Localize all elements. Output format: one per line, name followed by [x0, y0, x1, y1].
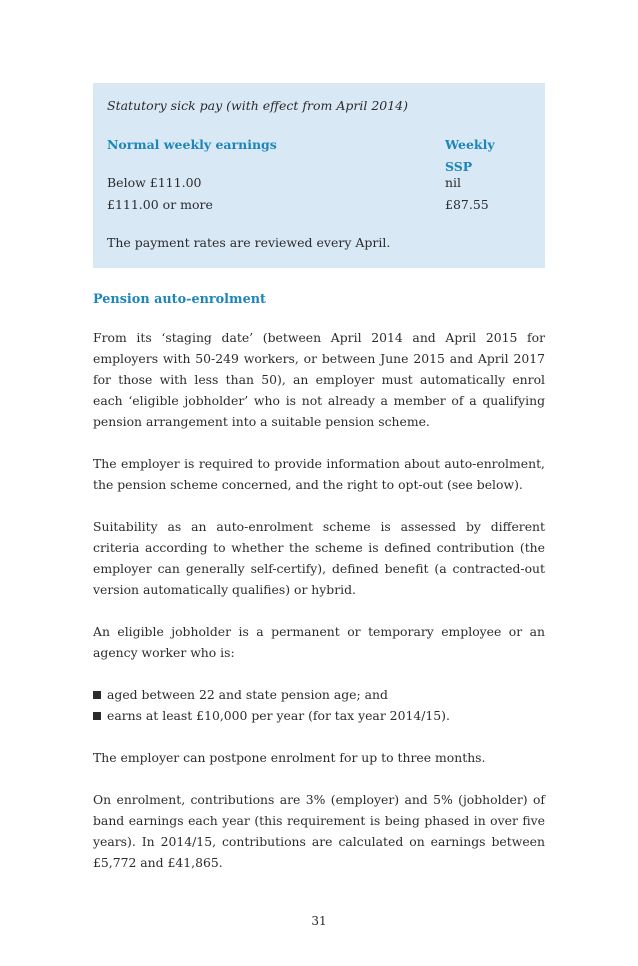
- ssp-box-title: Statutory sick pay (with effect from April 2014): [107, 98, 409, 113]
- pension-section: [93, 289, 545, 894]
- paragraph: The employer can postpone enrolment for up to three months.: [93, 750, 486, 765]
- ssp-info-box: [93, 83, 545, 268]
- ssp-row-earnings: Below £111.00: [107, 175, 202, 190]
- ssp-row: [107, 194, 525, 216]
- list-item: aged between 22 and state pension age; and: [93, 684, 545, 705]
- ssp-row-value: nil: [445, 175, 462, 190]
- ssp-row: [107, 172, 525, 194]
- paragraph: An eligible jobholder is a permanent or temporary employee or an agency worker who is:: [93, 624, 545, 660]
- bullet-square-icon: [93, 691, 101, 699]
- paragraph: Suitability as an auto-enrolment scheme is assessed by different criteria according to whether the scheme is defined contribution (the employer can generally self-certify), defined benefit (a contracted-out version automatically qualifies) or hybrid.: [93, 519, 545, 597]
- paragraph: From its ‘staging date’ (between April 2014 and April 2015 for employers with 50-249 workers, or between June 2015 and April 2017 for those with less than 50), an employer must automatically enrol each ‘eligible jobholder’ who is not already a member of a qualifying pension arrangement into a suitable pension scheme.: [93, 330, 545, 429]
- ssp-note: The payment rates are reviewed every April.: [107, 235, 391, 250]
- bullet-square-icon: [93, 712, 101, 720]
- page-number: 31: [311, 914, 327, 928]
- section-heading: Pension auto-enrolment: [93, 292, 266, 307]
- col-header-earnings: Normal weekly earnings: [107, 137, 277, 152]
- ssp-row-value: £87.55: [445, 197, 489, 212]
- ssp-row-earnings: £111.00 or more: [107, 197, 213, 212]
- eligibility-list: [93, 684, 545, 726]
- paragraph: On enrolment, contributions are 3% (employer) and 5% (jobholder) of band earnings each year (this requirement is being phased in over five years). In 2014/15, contributions are calculated on earnings between £5,772 and £41,865.: [93, 792, 545, 870]
- list-item: earns at least £10,000 per year (for tax year 2014/15).: [93, 705, 545, 726]
- paragraph: The employer is required to provide information about auto-enrolment, the pension scheme concerned, and the right to opt-out (see below).: [93, 456, 545, 492]
- col-header-ssp: Weekly SSP: [445, 137, 495, 174]
